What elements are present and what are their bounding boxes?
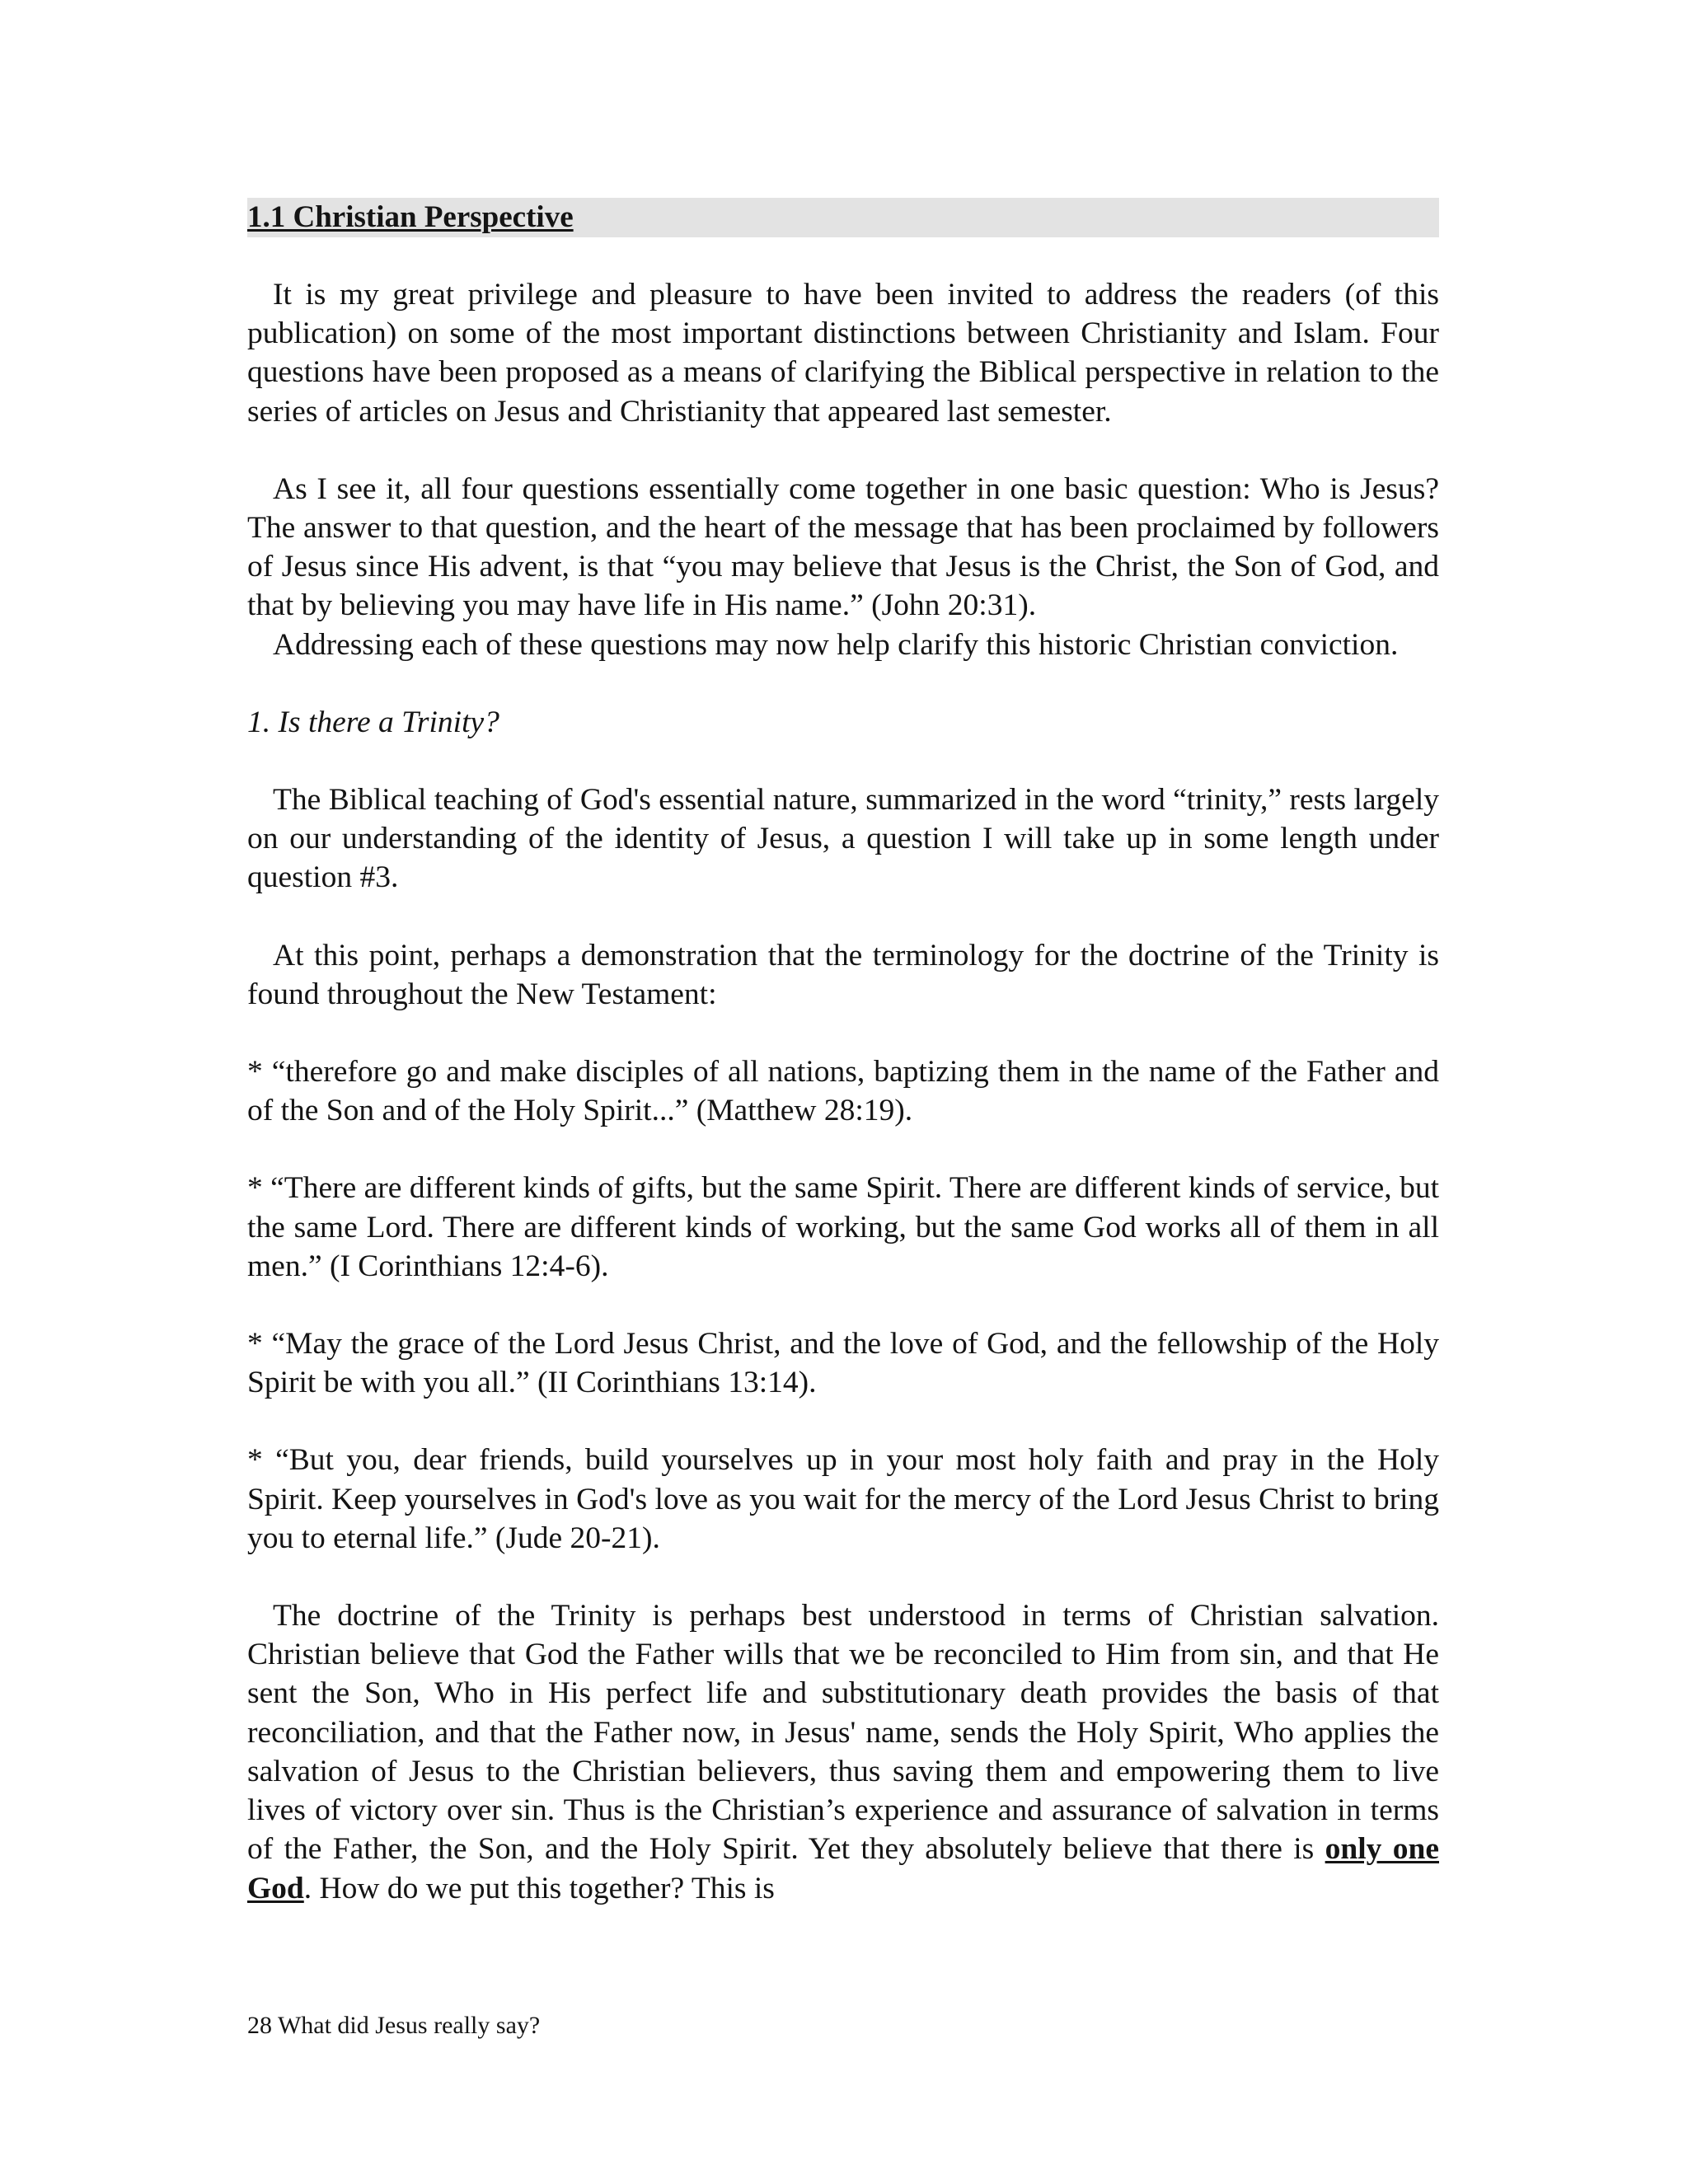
question-1-paragraph-1: The Biblical teaching of God's essential nature, summarized in the word “trinity,” rests largely on our understanding of the identity of Jesus, a question I will take up in some length under question #3. xyxy=(247,783,1439,895)
section-heading-bar xyxy=(247,198,1439,237)
scripture-quote-matthew: * “therefore go and make disciples of all nations, baptizing them in the name of the Father and of the Son and of the Holy Spirit...” (Matthew 28:19). xyxy=(247,1055,1439,1128)
question-1-paragraph-2: At this point, perhaps a demonstration that the terminology for the doctrine of the Trinity is found throughout the New Testament: xyxy=(247,938,1439,1011)
section-heading: 1.1 Christian Perspective xyxy=(247,200,574,234)
question-1-paragraph-3 xyxy=(247,1596,1439,1908)
scripture-quote-1-corinthians: * “There are different kinds of gifts, but the same Spirit. There are different kinds of service, but the same Lord. There are different kinds of working, but the same God works all of them in all men.” (I Corinthians 12:4-6). xyxy=(247,1171,1439,1283)
page-footer: 28 What did Jesus really say? xyxy=(247,2012,541,2039)
scripture-quote-2-corinthians: * “May the grace of the Lord Jesus Christ, and the love of God, and the fellowship of the Holy Spirit be with you all.” (II Corinthians 13:14). xyxy=(247,1327,1439,1400)
intro-paragraph-1: It is my great privilege and pleasure to have been invited to address the readers (of this publication) on some of the most important distinctions between Christianity and Islam. Four questions have been proposed as a means of clarifying the Biblical perspective in relation to the series of articles on Jesus and Christianity that appeared last semester. xyxy=(247,278,1439,429)
paragraph-text-after-emphasis: . How do we put this together? This is xyxy=(303,1871,775,1905)
page-content xyxy=(247,198,1439,1908)
emphasis-only-one-god: only one God xyxy=(247,1832,1439,1905)
intro-paragraph-3: Addressing each of these questions may now help clarify this historic Christian conviction. xyxy=(273,627,1399,662)
question-1-heading: 1. Is there a Trinity? xyxy=(247,705,499,739)
scripture-quote-jude: * “But you, dear friends, build yourselves up in your most holy faith and pray in the Holy Spirit. Keep yourselves in God's love as you wait for the mercy of the Lord Jesus Christ to bring you to eternal life.” (Jude 20-21). xyxy=(247,1443,1439,1555)
intro-paragraph-2: As I see it, all four questions essentially come together in one basic question: Who is Jesus? The answer to that question, and the heart of the message that has been proclaimed by followers of Jesus since His advent, is that “you may believe that Jesus is the Christ, the Son of God, and that by believing you may have life in His name.” (John 20:31). xyxy=(247,471,1439,623)
paragraph-text-before-emphasis: The doctrine of the Trinity is perhaps best understood in terms of Christian salvation. Christian believe that God the Father wills that we be reconciled to Him from sin, and that He sent the Son, Who in His perfect life and substitutionary death provides the basis of that reconciliation, and that the Father now, in Jesus' name, sends the Holy Spirit, Who applies the salvation of Jesus to the Christian believers, thus saving them and empowering them to live lives of victory over sin. Thus is the Christian’s experience and assurance of salvation in terms of the Father, the Son, and the Holy Spirit. Yet they absolutely believe that there is xyxy=(247,1599,1439,1867)
